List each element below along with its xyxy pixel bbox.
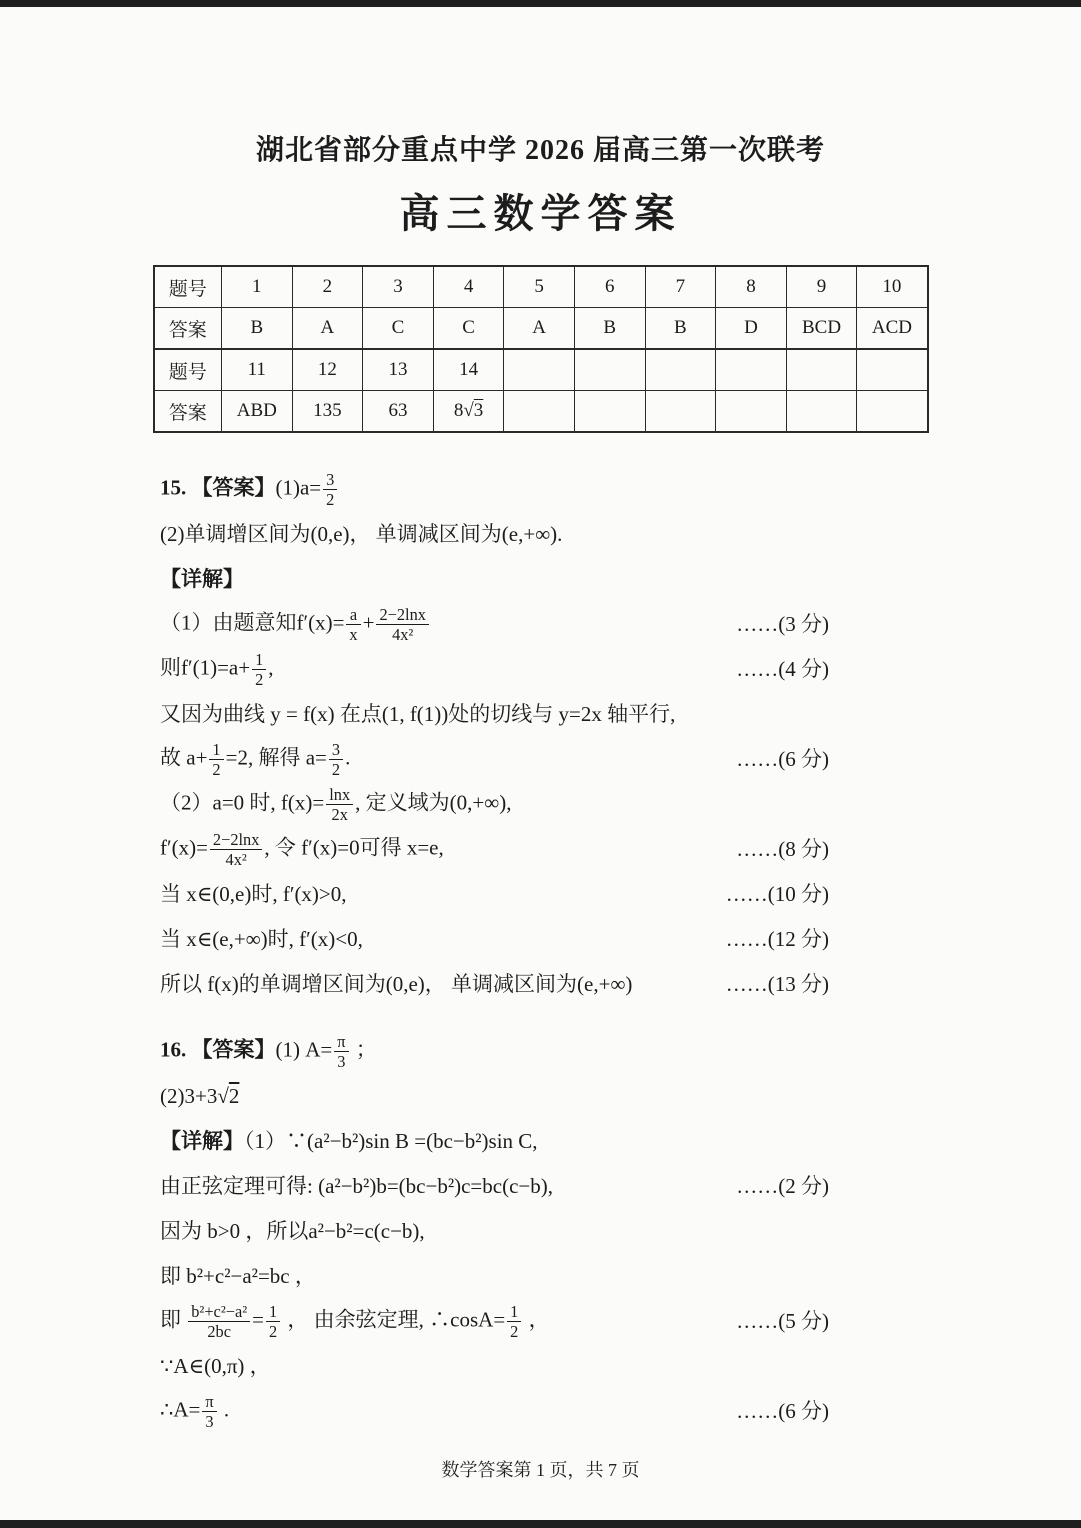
solution-text: 16. 【答案】(1) A= $\frac{\pi}{3}$ ； bbox=[160, 1031, 377, 1071]
score-marker: ……(6 分) bbox=[736, 747, 829, 772]
solution-line bbox=[160, 1344, 931, 1389]
answer-cell bbox=[504, 391, 575, 433]
answer-cell: BCD bbox=[786, 308, 857, 350]
answer-cell: C bbox=[433, 308, 504, 350]
answer-cell: 3 bbox=[363, 266, 434, 308]
solution-text: （1）由题意知f′(x)= $\frac{a}{x}$ + $\frac{2-2\ln x}{\text{4x²}}$ bbox=[160, 605, 736, 645]
answer-table-row bbox=[154, 308, 928, 350]
solution-line bbox=[160, 1164, 931, 1209]
answer-table-row bbox=[154, 266, 928, 308]
answer-cell: 8 bbox=[716, 266, 787, 308]
answer-cell: 9 bbox=[786, 266, 857, 308]
answer-cell: 6 bbox=[574, 266, 645, 308]
solution-text: 即 b²+c²−a²=bc ， bbox=[160, 1264, 316, 1289]
answer-cell: 14 bbox=[433, 349, 504, 391]
bold-label: 15. 【答案】 bbox=[160, 475, 276, 500]
answer-cell bbox=[716, 349, 787, 391]
solution-text: 由正弦定理可得: (a²−b²)b=(bc−b²)c=bc(c−b), bbox=[160, 1174, 554, 1199]
answer-cell: 10 bbox=[857, 266, 928, 308]
answer-cell: 1 bbox=[222, 266, 293, 308]
fraction: $\frac{2-2\ln x}{\text{4x²}}$ bbox=[376, 605, 429, 645]
solution-text: ∴A= $\frac{\pi}{3}$ . bbox=[160, 1391, 230, 1431]
answer-cell: B bbox=[574, 308, 645, 350]
fraction: $\frac{1}{2}$ bbox=[252, 650, 266, 690]
answer-table bbox=[153, 265, 929, 433]
page-footer: 数学答案第 1 页，共 7 页 bbox=[441, 1460, 640, 1480]
answer-cell: B bbox=[222, 308, 293, 350]
solution-block bbox=[160, 1029, 931, 1434]
solution-line bbox=[160, 1299, 931, 1344]
bold-label: 【详解】 bbox=[160, 1129, 244, 1154]
solution-line bbox=[160, 647, 931, 692]
solution-line bbox=[160, 467, 931, 512]
solution-line bbox=[160, 512, 931, 557]
answer-cell: D bbox=[716, 308, 787, 350]
exam-title: 湖北省部分重点中学 2026 届高三第一次联考 bbox=[255, 135, 825, 166]
score-marker: ……(12 分) bbox=[725, 927, 829, 952]
score-marker: ……(6 分) bbox=[736, 1399, 829, 1424]
answer-cell bbox=[645, 391, 716, 433]
answer-cell bbox=[786, 349, 857, 391]
answer-cell: 135 bbox=[292, 391, 363, 433]
fraction: $\frac{1}{2}$ bbox=[507, 1302, 521, 1342]
answers-title: 高三数学答案 bbox=[399, 191, 682, 236]
answer-cell bbox=[716, 391, 787, 433]
bold-label: 【详解】 bbox=[160, 567, 244, 592]
row-header-cell: 答案 bbox=[154, 391, 222, 433]
score-marker: ……(13 分) bbox=[725, 972, 829, 997]
solution-text: 15. 【答案】(1)a= $\frac{3}{2}$ bbox=[160, 470, 931, 510]
solution-line bbox=[160, 1254, 931, 1299]
fraction: $\frac{\pi}{3}$ bbox=[334, 1032, 348, 1072]
solution-text: 因为 b>0 ，所以a²−b²=c(c−b), bbox=[160, 1219, 425, 1244]
answer-cell bbox=[857, 349, 928, 391]
row-header-cell: 题号 bbox=[154, 349, 222, 391]
solution-line bbox=[160, 872, 931, 917]
answer-table-row bbox=[154, 349, 928, 391]
solution-line bbox=[160, 1074, 931, 1119]
score-marker: ……(3 分) bbox=[736, 612, 829, 637]
fraction: $\frac{\ln x}{2x}$ bbox=[326, 785, 353, 825]
solution-line bbox=[160, 1119, 931, 1164]
solution-line bbox=[160, 692, 931, 737]
solution-text: 【详解】（1）∵(a²−b²)sin B =(bc−b²)sin C, bbox=[160, 1129, 538, 1154]
solution-text: 当 x∈(0,e)时, f′(x)>0, bbox=[160, 882, 347, 907]
answer-cell bbox=[574, 349, 645, 391]
answer-cell: 63 bbox=[363, 391, 434, 433]
answer-cell: 2 bbox=[292, 266, 363, 308]
answer-cell: ABD bbox=[222, 391, 293, 433]
row-header-cell: 题号 bbox=[154, 266, 222, 308]
answer-cell bbox=[645, 349, 716, 391]
fraction: $\frac{a}{x}$ bbox=[346, 605, 360, 645]
solution-text bbox=[160, 566, 931, 592]
solution-line bbox=[160, 962, 931, 1007]
solution-text: (2)单调增区间为(0,e)， 单调减区间为(e,+∞). bbox=[160, 522, 563, 547]
solution-line bbox=[160, 737, 931, 782]
square-root: √3 bbox=[463, 400, 484, 421]
solution-text: 当 x∈(e,+∞)时, f′(x)<0, bbox=[160, 927, 363, 952]
solution-text: f′(x)= $\frac{2-2\ln x}{\text{4x²}}$ , 令 f′(x)=0可得 x=e, bbox=[160, 829, 444, 869]
answer-cell: A bbox=[292, 308, 363, 350]
answer-cell: 11 bbox=[222, 349, 293, 391]
fraction: $\frac{3}{2}$ bbox=[329, 740, 343, 780]
solution-line bbox=[160, 602, 931, 647]
solution-text: ∵A∈(0,π) ， bbox=[160, 1354, 271, 1379]
solution-line bbox=[160, 1209, 931, 1254]
row-header-cell: 答案 bbox=[154, 308, 222, 350]
answer-table-row bbox=[154, 391, 928, 433]
answer-cell bbox=[504, 349, 575, 391]
answer-cell: 7 bbox=[645, 266, 716, 308]
solution-line bbox=[160, 917, 931, 962]
solution-text: 故 a+ $\frac{1}{2}$ =2, 解得 a= $\frac{3}{2}$ . bbox=[160, 739, 351, 779]
answer-cell bbox=[786, 391, 857, 433]
answer-cell bbox=[574, 391, 645, 433]
answer-cell bbox=[857, 391, 928, 433]
fraction: $\frac{3}{2}$ bbox=[323, 470, 337, 510]
fraction: $\frac{1}{2}$ bbox=[266, 1302, 280, 1342]
fraction: $\frac{2-2\ln x}{\text{4x²}}$ bbox=[210, 830, 263, 870]
solution-text: 则f′(1)=a+ $\frac{1}{2}$ , bbox=[160, 649, 274, 689]
square-root: √2 bbox=[217, 1084, 240, 1109]
solutions-content bbox=[160, 467, 931, 1434]
solution-text: 所以 f(x)的单调增区间为(0,e)， 单调减区间为(e,+∞) bbox=[160, 972, 633, 997]
answer-cell: 8√3 bbox=[433, 391, 504, 433]
score-marker: ……(5 分) bbox=[736, 1309, 829, 1334]
answer-cell: 13 bbox=[363, 349, 434, 391]
score-marker: ……(10 分) bbox=[725, 882, 829, 907]
answer-cell: B bbox=[645, 308, 716, 350]
solution-text: (2)3+3√2 bbox=[160, 1084, 240, 1109]
answer-cell: C bbox=[363, 308, 434, 350]
fraction: $\frac{1}{2}$ bbox=[209, 740, 223, 780]
solution-line bbox=[160, 827, 931, 872]
fraction: $\frac{\text{b²+c²−a²}}{2bc}$ bbox=[188, 1302, 250, 1342]
answer-cell: 12 bbox=[292, 349, 363, 391]
solution-text: 即 $\frac{\text{b²+c²−a²}}{2bc}$ = $\frac{1}{2}$ ， 由余弦定理, ∴cosA= $\frac{1}{2}$ ， bbox=[160, 1301, 550, 1341]
answer-cell: ACD bbox=[857, 308, 928, 350]
bold-label: 16. 【答案】 bbox=[160, 1037, 276, 1062]
answer-cell: 4 bbox=[433, 266, 504, 308]
fraction: $\frac{\pi}{3}$ bbox=[202, 1392, 216, 1432]
solution-text: 又因为曲线 y = f(x) 在点(1, f(1))处的切线与 y=2x 轴平行, bbox=[160, 702, 676, 727]
solution-line bbox=[160, 557, 931, 602]
solution-line bbox=[160, 1389, 931, 1434]
score-marker: ……(2 分) bbox=[736, 1174, 829, 1199]
solution-line bbox=[160, 1029, 931, 1074]
answer-cell: A bbox=[504, 308, 575, 350]
solution-text: （2）a=0 时, f(x)= $\frac{\ln x}{2x}$ , 定义域为(0,+∞), bbox=[160, 784, 512, 824]
score-marker: ……(8 分) bbox=[736, 837, 829, 862]
solution-block bbox=[160, 467, 931, 1007]
answer-cell: 5 bbox=[504, 266, 575, 308]
scan-edge-top bbox=[0, 0, 1081, 7]
solution-line bbox=[160, 782, 931, 827]
scan-edge-bottom bbox=[0, 1520, 1081, 1528]
score-marker: ……(4 分) bbox=[736, 657, 829, 682]
